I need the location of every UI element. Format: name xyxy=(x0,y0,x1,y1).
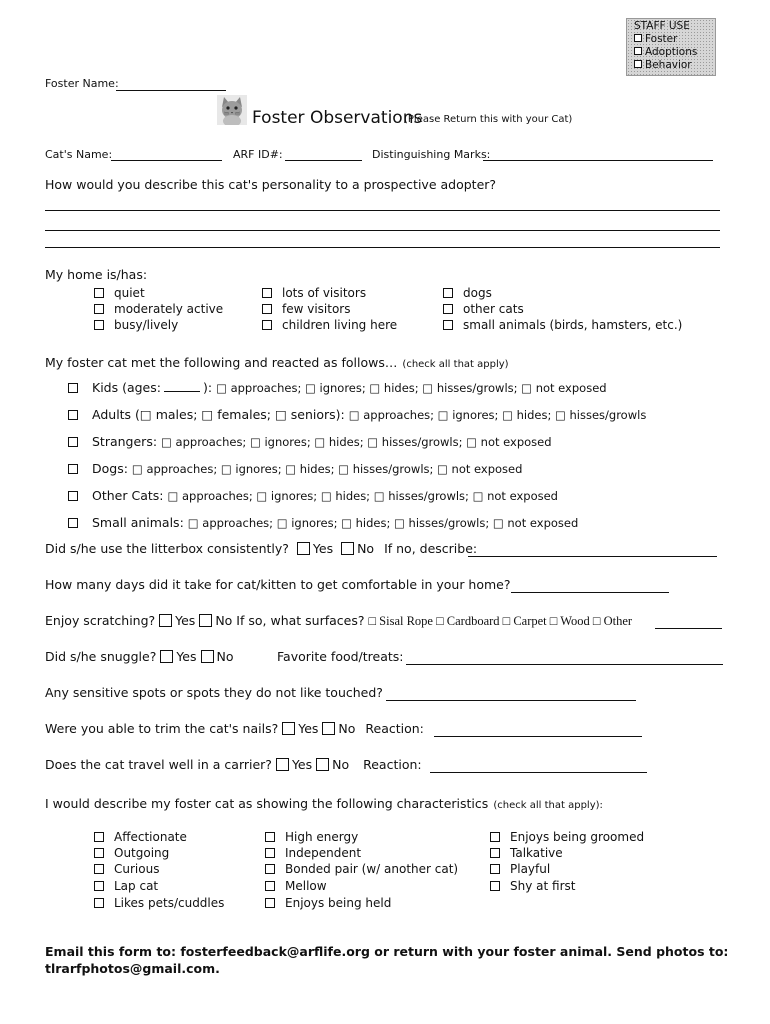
scratching-surfaces-label: If so, what surfaces? xyxy=(236,613,365,628)
met-dogs-row: Dogs: □ approaches; □ ignores; □ hides; □ hisses/growls; □ not exposed xyxy=(68,461,522,476)
met-label: My foster cat met the following and reacted as follows… xyxy=(45,355,398,370)
adults-checkbox[interactable] xyxy=(68,410,78,420)
trait-curious[interactable]: Curious xyxy=(94,862,159,876)
checkbox[interactable] xyxy=(634,47,642,55)
checkbox[interactable] xyxy=(94,832,104,842)
staff-foster-item[interactable]: Foster xyxy=(634,33,677,45)
distinguishing-marks-label: Distinguishing Marks: xyxy=(372,148,491,161)
personality-line-1[interactable] xyxy=(45,210,720,211)
checkbox[interactable] xyxy=(634,60,642,68)
met-adults-row xyxy=(68,407,646,422)
home-quiet-option[interactable]: quiet xyxy=(94,286,145,300)
personality-line-3[interactable] xyxy=(45,247,720,248)
trait-mellow[interactable]: Mellow xyxy=(265,879,327,893)
favorite-food-field[interactable] xyxy=(406,664,723,665)
staff-use-box xyxy=(626,18,716,76)
dogs-checkbox[interactable] xyxy=(68,464,78,474)
personality-line-2[interactable] xyxy=(45,230,720,231)
days-question: How many days did it take for cat/kitten to get comfortable in your home? xyxy=(45,577,511,592)
trait-lap-cat[interactable]: Lap cat xyxy=(94,879,158,893)
home-other-cats-option[interactable]: other cats xyxy=(443,302,524,316)
litterbox-yes-checkbox[interactable] xyxy=(297,542,310,555)
carrier-reaction-field[interactable] xyxy=(430,772,647,773)
trait-high-energy[interactable]: High energy xyxy=(265,830,358,844)
staff-use-title: STAFF USE xyxy=(634,20,690,32)
checkbox[interactable] xyxy=(262,288,272,298)
home-dogs-option[interactable]: dogs xyxy=(443,286,492,300)
met-other-cats-row: Other Cats: □ approaches; □ ignores; □ hides; □ hisses/growls; □ not exposed xyxy=(68,488,558,503)
sensitive-spots-question: Any sensitive spots or spots they do not like touched? xyxy=(45,685,383,700)
dogs-reactions[interactable]: □ approaches; □ ignores; □ hides; □ hisses/growls; □ not exposed xyxy=(131,462,523,476)
arf-id-field[interactable] xyxy=(285,160,362,161)
nails-row: Were you able to trim the cat's nails? Yes No Reaction: xyxy=(45,721,424,736)
trait-likes-pets[interactable]: Likes pets/cuddles xyxy=(94,896,224,910)
snuggle-question: Did s/he snuggle? xyxy=(45,649,157,664)
trait-bonded-pair[interactable]: Bonded pair (w/ another cat) xyxy=(265,862,458,876)
trait-talkative[interactable]: Talkative xyxy=(490,846,563,860)
home-lots-visitors-option[interactable]: lots of visitors xyxy=(262,286,366,300)
checkbox[interactable] xyxy=(490,832,500,842)
cats-name-label: Cat's Name: xyxy=(45,148,113,161)
footer-instructions: Email this form to: fosterfeedback@arflife.org or return with your foster animal. Send photos to: xyxy=(45,944,729,959)
litterbox-question: Did s/he use the litterbox consistently? xyxy=(45,541,289,556)
days-field[interactable] xyxy=(511,592,669,593)
litterbox-describe-label: If no, describe: xyxy=(384,541,478,556)
small-animals-checkbox[interactable] xyxy=(68,518,78,528)
litterbox-row: Did s/he use the litterbox consistently? Yes No If no, describe: xyxy=(45,541,478,556)
carrier-row: Does the cat travel well in a carrier? Yes No Reaction: xyxy=(45,757,422,772)
traits-section-header xyxy=(45,793,603,812)
checkbox[interactable] xyxy=(94,864,104,874)
strangers-reactions[interactable]: □ approaches; □ ignores; □ hides; □ hisses/growls; □ not exposed xyxy=(161,435,552,449)
checkbox[interactable] xyxy=(94,320,104,330)
nails-reaction-field[interactable] xyxy=(434,736,642,737)
carrier-reaction-label: Reaction: xyxy=(363,757,422,772)
sensitive-spots-field[interactable] xyxy=(386,700,636,701)
nails-yes-checkbox[interactable] xyxy=(282,722,295,735)
form-title-note: (Please Return this with your Cat) xyxy=(404,114,573,125)
checkbox[interactable] xyxy=(265,848,275,858)
home-busy-option[interactable]: busy/lively xyxy=(94,318,178,332)
other-cats-reactions[interactable]: □ approaches; □ ignores; □ hides; □ hisses/growls; □ not exposed xyxy=(167,489,558,503)
kids-ages-field[interactable] xyxy=(164,391,200,392)
cats-name-field[interactable] xyxy=(111,160,222,161)
trait-affectionate[interactable]: Affectionate xyxy=(94,830,187,844)
scratching-surface-options[interactable]: □ Sisal Rope □ Cardboard □ Carpet □ Wood □ Other xyxy=(368,614,633,628)
carrier-question: Does the cat travel well in a carrier? xyxy=(45,757,272,772)
litterbox-describe-field[interactable] xyxy=(468,556,717,557)
checkbox[interactable] xyxy=(490,881,500,891)
snuggle-row: Did s/he snuggle? Yes No xyxy=(45,649,234,664)
carrier-no-checkbox[interactable] xyxy=(316,758,329,771)
arf-id-label: ARF ID#: xyxy=(233,148,283,161)
checkbox[interactable] xyxy=(262,320,272,330)
nails-reaction-label: Reaction: xyxy=(365,721,424,736)
personality-question: How would you describe this cat's personality to a prospective adopter? xyxy=(45,177,497,192)
other-cats-checkbox[interactable] xyxy=(68,491,78,501)
checkbox[interactable] xyxy=(262,304,272,314)
snuggle-yes-checkbox[interactable] xyxy=(160,650,173,663)
traits-note: (check all that apply): xyxy=(493,800,603,811)
favorite-food-label: Favorite food/treats: xyxy=(277,649,404,664)
kids-reactions[interactable]: □ approaches; □ ignores; □ hides; □ hisses/growls; □ not exposed xyxy=(216,381,607,395)
form-title: Foster Observations xyxy=(252,108,423,128)
trait-enjoys-groomed[interactable]: Enjoys being groomed xyxy=(490,830,644,844)
adults-label[interactable]: Adults (□ males; □ females; □ seniors): xyxy=(92,407,345,422)
home-label: My home is/has: xyxy=(45,267,148,282)
trait-enjoys-held[interactable]: Enjoys being held xyxy=(265,896,391,910)
checkbox[interactable] xyxy=(443,320,453,330)
snuggle-no-checkbox[interactable] xyxy=(201,650,214,663)
checkbox[interactable] xyxy=(443,304,453,314)
small-animals-reactions[interactable]: □ approaches; □ ignores; □ hides; □ hisses/growls; □ not exposed xyxy=(187,516,579,530)
home-few-visitors-option[interactable]: few visitors xyxy=(262,302,351,316)
staff-behavior-item[interactable]: Behavior xyxy=(634,59,692,71)
checkbox[interactable] xyxy=(94,848,104,858)
home-children-option[interactable]: children living here xyxy=(262,318,397,332)
met-strangers-row: Strangers: □ approaches; □ ignores; □ hides; □ hisses/growls; □ not exposed xyxy=(68,434,552,449)
scratching-row: Enjoy scratching? Yes No If so, what surfaces? □ Sisal Rope □ Cardboard □ Carpet □ Wood □ Other xyxy=(45,613,633,628)
distinguishing-marks-field[interactable] xyxy=(483,160,713,161)
met-small-animals-row: Small animals: □ approaches; □ ignores; □ hides; □ hisses/growls; □ not exposed xyxy=(68,515,578,530)
nails-question: Were you able to trim the cat's nails? xyxy=(45,721,279,736)
checkbox[interactable] xyxy=(265,864,275,874)
checkbox[interactable] xyxy=(490,864,500,874)
staff-adoptions-item[interactable]: Adoptions xyxy=(634,46,697,58)
checkbox[interactable] xyxy=(265,898,275,908)
scratching-yes-checkbox[interactable] xyxy=(159,614,172,627)
strangers-checkbox[interactable] xyxy=(68,437,78,447)
carrier-yes-checkbox[interactable] xyxy=(276,758,289,771)
scratching-other-field[interactable] xyxy=(655,628,722,629)
foster-name-field[interactable] xyxy=(116,90,226,91)
foster-name-label: Foster Name: xyxy=(45,77,119,90)
cat-photo-icon xyxy=(217,95,247,125)
checkbox[interactable] xyxy=(94,898,104,908)
scratching-no-checkbox[interactable] xyxy=(199,614,212,627)
nails-no-checkbox[interactable] xyxy=(322,722,335,735)
checkbox[interactable] xyxy=(94,304,104,314)
trait-playful[interactable]: Playful xyxy=(490,862,550,876)
home-moderately-active-option[interactable]: moderately active xyxy=(94,302,223,316)
trait-outgoing[interactable]: Outgoing xyxy=(94,846,169,860)
checkbox[interactable] xyxy=(94,288,104,298)
kids-checkbox[interactable] xyxy=(68,383,78,393)
checkbox[interactable] xyxy=(94,881,104,891)
checkbox[interactable] xyxy=(490,848,500,858)
traits-label: I would describe my foster cat as showing the following characteristics xyxy=(45,796,489,811)
home-small-animals-option[interactable]: small animals (birds, hamsters, etc.) xyxy=(443,318,682,332)
trait-independent[interactable]: Independent xyxy=(265,846,361,860)
met-note: (check all that apply) xyxy=(402,359,509,370)
adults-reactions[interactable]: □ approaches; □ ignores; □ hides; □ hisses/growls xyxy=(348,408,647,422)
checkbox[interactable] xyxy=(443,288,453,298)
met-section-header xyxy=(45,352,509,371)
footer-photo-email: tlrarfphotos@gmail.com. xyxy=(45,961,220,976)
met-kids-row: Kids (ages: ): □ approaches; □ ignores; □ hides; □ hisses/growls; □ not exposed xyxy=(68,380,607,395)
checkbox[interactable] xyxy=(265,832,275,842)
litterbox-no-checkbox[interactable] xyxy=(341,542,354,555)
checkbox[interactable] xyxy=(265,881,275,891)
scratching-question: Enjoy scratching? xyxy=(45,613,156,628)
checkbox[interactable] xyxy=(634,34,642,42)
trait-shy[interactable]: Shy at first xyxy=(490,879,575,893)
